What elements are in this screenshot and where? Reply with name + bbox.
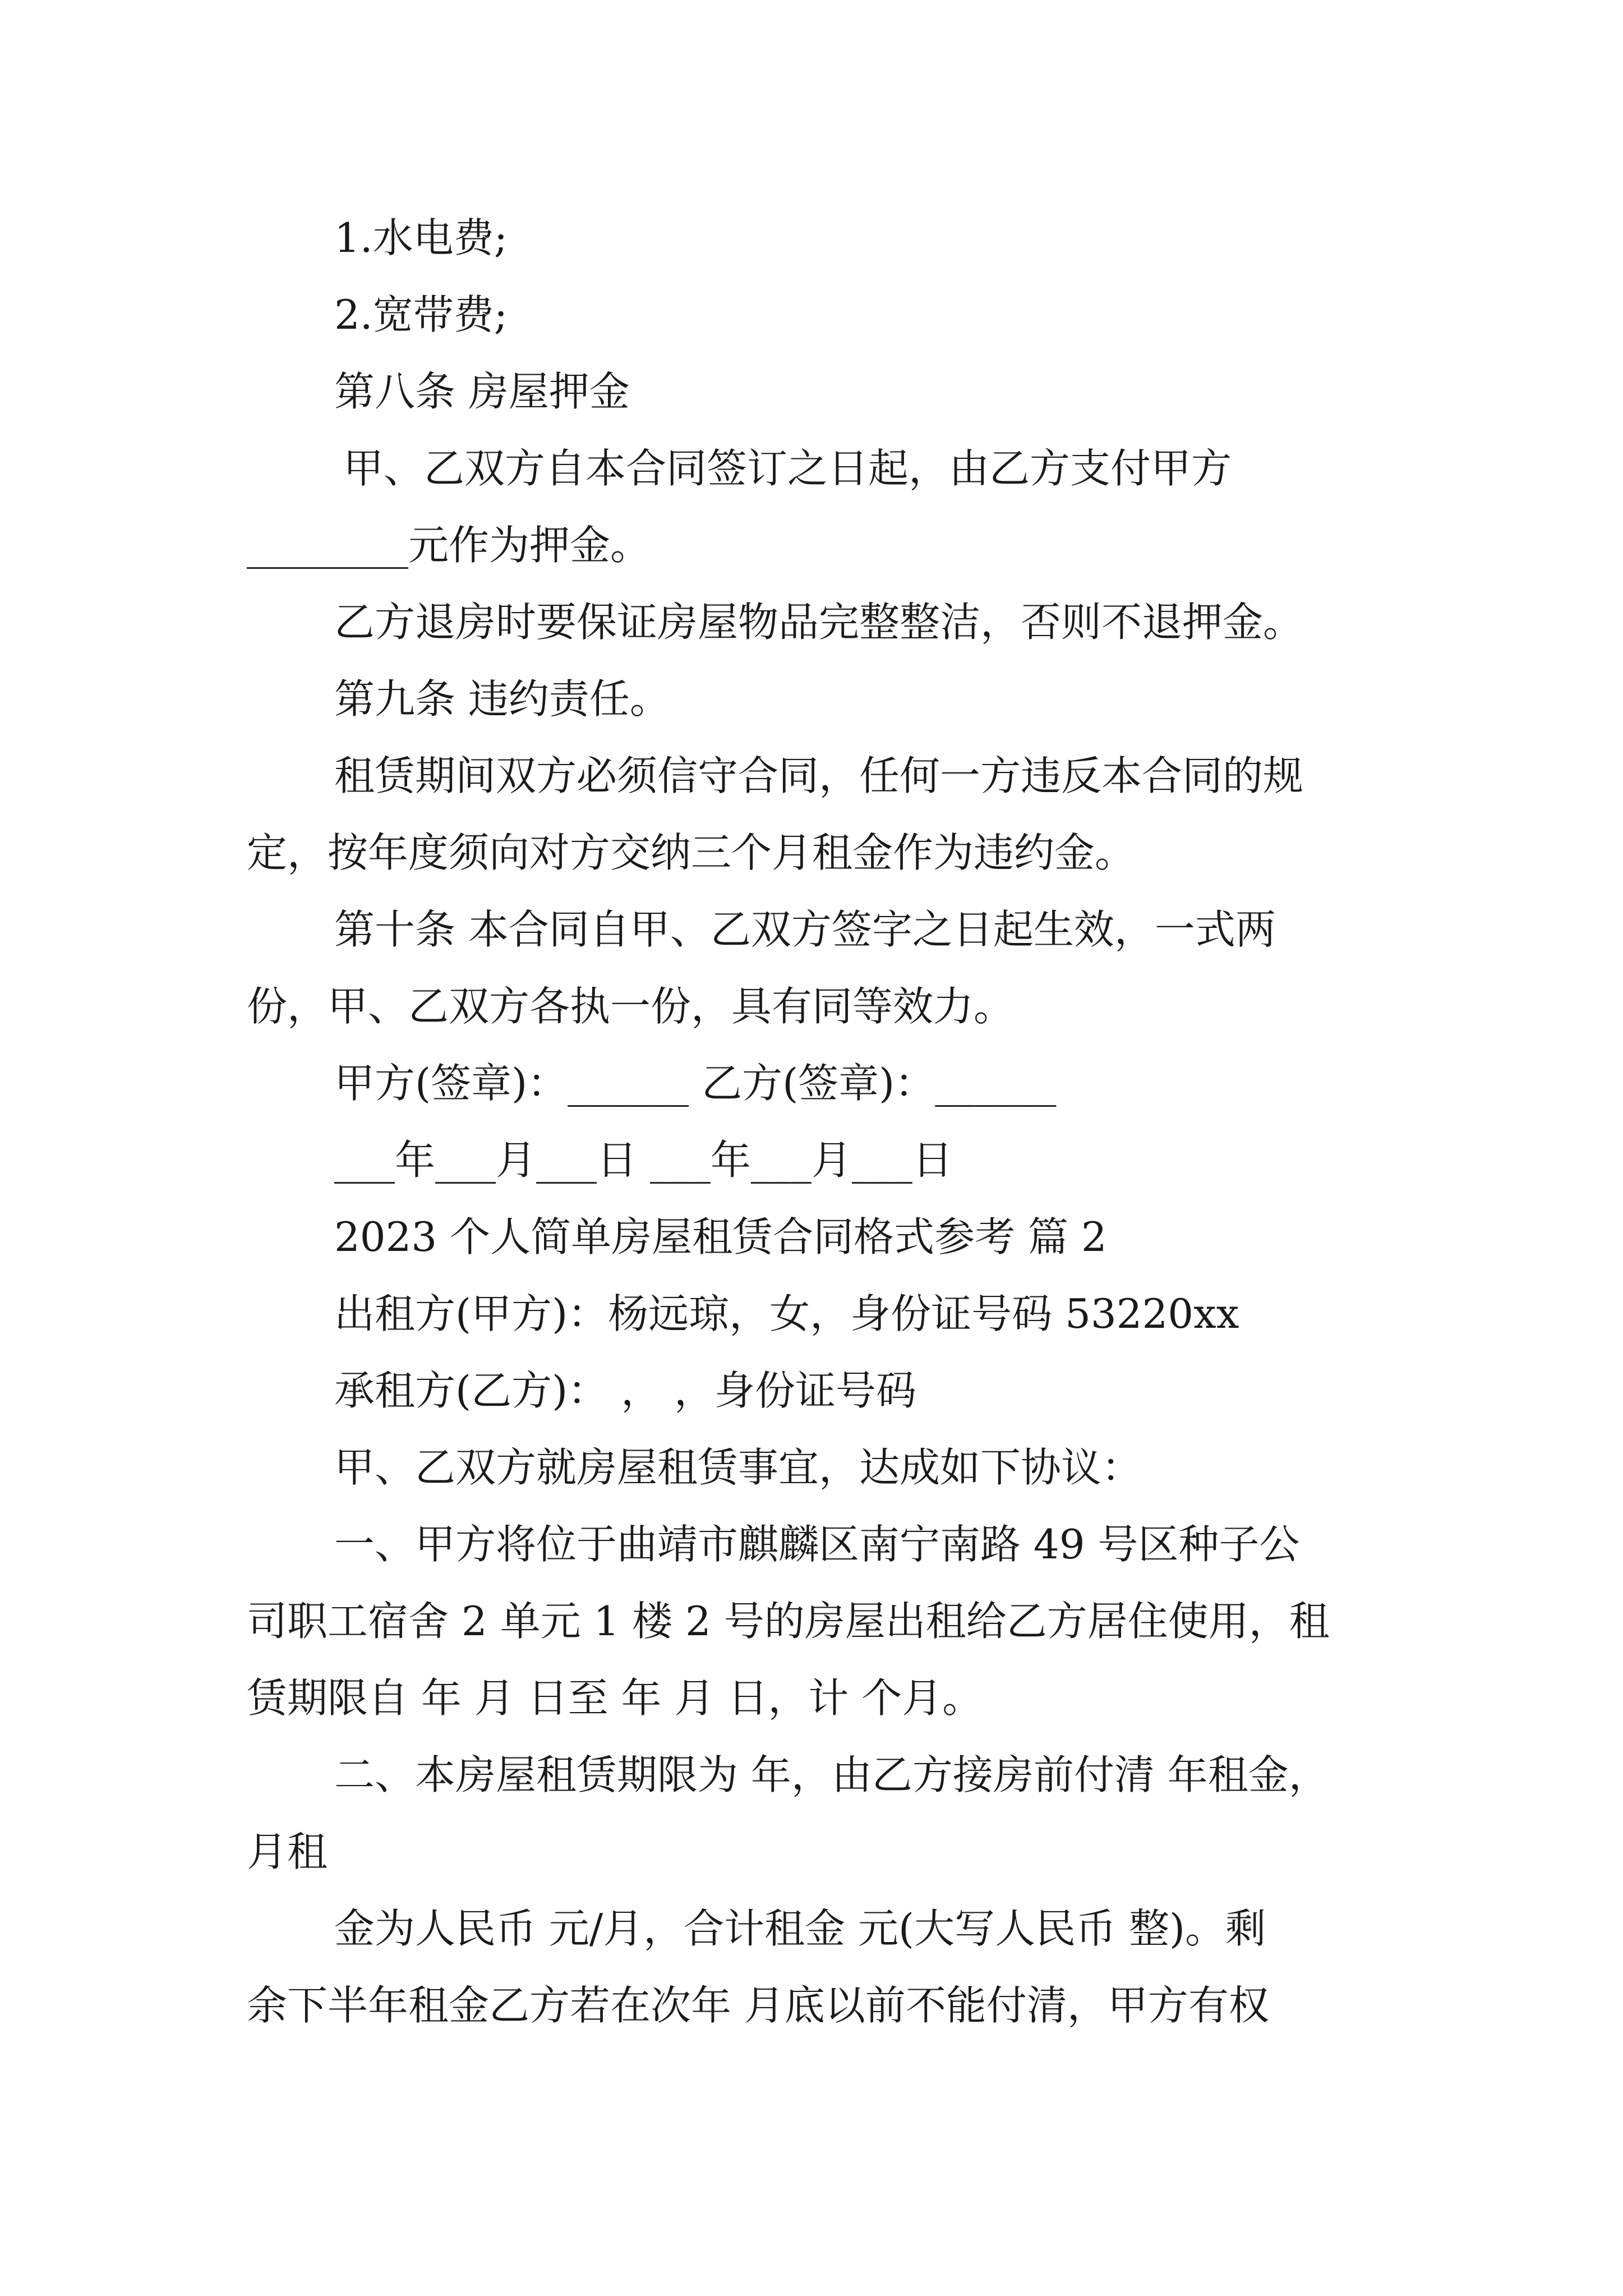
section-2-title: 2023 个人简单房屋租赁合同格式参考 篇 2	[334, 1213, 1107, 1260]
text-line-breach-2: 定，按年度须向对方交纳三个月租金作为违约金。	[247, 829, 1136, 876]
clause-2-line-1: 二、本房屋租赁期限为 年，由乙方接房前付清 年租金，	[334, 1751, 1329, 1798]
agreement-intro: 甲、乙双方就房屋租赁事宜，达成如下协议：	[334, 1444, 1142, 1491]
signature-line: 甲方(签章)：______ 乙方(签章)：______	[334, 1060, 1057, 1107]
clause-1-line-3: 赁期限自 年 月 日至 年 月 日，计 个月。	[247, 1674, 983, 1722]
text-line-broadband-fee: 2.宽带费;	[334, 291, 508, 338]
text-line-deposit-2: ________元作为押金。	[247, 522, 651, 569]
article-10-line-2: 份，甲、乙双方各执一份，具有同等效力。	[247, 983, 1015, 1030]
text-line-breach-1: 租赁期间双方必须信守合同，任何一方违反本合同的规	[334, 752, 1304, 799]
clause-1-line-2: 司职工宿舍 2 单元 1 楼 2 号的房屋出租给乙方居住使用，租	[247, 1598, 1330, 1645]
date-line: ___年___月___日 ___年___月___日	[334, 1137, 953, 1184]
article-8-heading: 第八条 房屋押金	[334, 368, 630, 415]
clause-2-line-3: 金为人民币 元/月，合计租金 元(大写人民币 整)。剩	[334, 1905, 1266, 1952]
lessee-line: 承租方(乙方)： ， ，身份证号码	[334, 1367, 916, 1414]
clause-2-line-2: 月租	[247, 1828, 328, 1875]
clause-1-line-1: 一、甲方将位于曲靖市麒麟区南宁南路 49 号区种子公	[334, 1521, 1300, 1568]
text-line-utility-fee: 1.水电费;	[334, 214, 508, 261]
article-9-heading: 第九条 违约责任。	[334, 675, 670, 723]
text-line-deposit-1: 甲、乙双方自本合同签订之日起，由乙方支付甲方	[343, 445, 1232, 492]
article-10-line-1: 第十条 本合同自甲、乙双方签字之日起生效，一式两	[334, 906, 1276, 953]
clause-2-line-4: 余下半年租金乙方若在次年 月底以前不能付清，甲方有权	[247, 1982, 1269, 2029]
text-line-deposit-refund: 乙方退房时要保证房屋物品完整整洁，否则不退押金。	[334, 599, 1304, 646]
lessor-line: 出租方(甲方)：杨远琼，女，身份证号码 53220xx	[334, 1290, 1239, 1337]
